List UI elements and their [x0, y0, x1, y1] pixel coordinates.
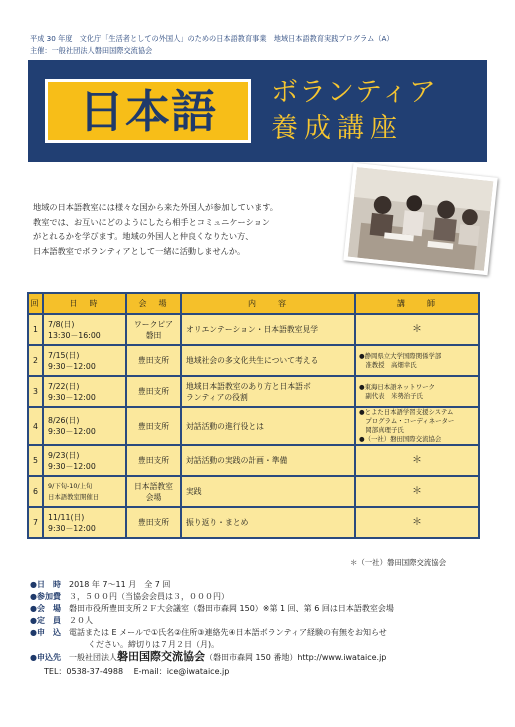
- session-number: 7: [28, 507, 43, 538]
- session-content: オリエンテーション・日本語教室見学: [181, 314, 355, 345]
- table-row: [28, 376, 479, 407]
- subtitle-volunteer: ボランティア: [271, 77, 437, 108]
- session-datetime: [43, 407, 126, 445]
- title-banner: [28, 60, 487, 162]
- session-number: 3: [28, 376, 43, 407]
- session-venue: ワークピア 磐田: [126, 314, 181, 345]
- organizer-address[interactable]: （磐田市森岡 150 番地）http://www.iwataice.jp: [204, 653, 387, 662]
- table-row: [28, 445, 479, 476]
- program-line: 平成 30 年度 文化庁「生活者としての外国人」のための日本語教育事業 地域日本語教育実践プログラム（A）: [30, 34, 394, 43]
- detail-apply-to: ●申込先 一般社団法人磐田国際交流協会（磐田市森岡 150 番地）http://www.iwataice.jp: [30, 650, 387, 663]
- session-content: 対話活動の実践の計画・準備: [181, 445, 355, 476]
- session-lecturer: ＊: [355, 445, 479, 476]
- session-time: 9:30－12:00: [48, 461, 96, 471]
- intro-line: 日本語教室でボランティアとして一緒に活動しませんか。: [33, 245, 246, 256]
- organizer-line: 主催：一般社団法人磐田国際交流協会: [30, 46, 153, 55]
- table-header-row: [28, 293, 479, 314]
- session-time: 日本語教室開催日: [48, 492, 100, 501]
- session-date: 9/23(日): [48, 450, 80, 460]
- intro-text: [33, 200, 343, 258]
- detail-venue: ●会 場 磐田市役所豊田支所２Ｆ大会議室（磐田市森岡 150）※第 1 回、第 6 回は日本語教室会場: [30, 604, 394, 613]
- session-number: 6: [28, 476, 43, 507]
- session-date: 7/8(日): [48, 319, 75, 329]
- session-venue: 豊田支所: [126, 445, 181, 476]
- col-header-venue: 会 場: [126, 293, 181, 314]
- photo-image: [348, 167, 494, 271]
- col-header-lecturer: 講 師: [355, 293, 479, 314]
- detail-deadline: ください。締切りは７月２日（月)。: [88, 640, 220, 649]
- session-content: 振り返り・まとめ: [181, 507, 355, 538]
- session-time: 13:30－16:00: [48, 330, 101, 340]
- session-date: 9/下旬-10/上旬: [48, 481, 93, 490]
- session-venue: 豊田支所: [126, 345, 181, 376]
- contact-info[interactable]: TEL：0538-37-4988 E-mail：ice@iwataice.jp: [44, 667, 230, 676]
- session-datetime: [43, 376, 126, 407]
- session-lecturer: ●静岡県立大学国際関係学部 准教授 高畑幸氏: [355, 345, 479, 376]
- session-lecturer: ●東海日本語ネットワーク 副代表 米勢治子氏: [355, 376, 479, 407]
- session-venue: 豊田支所: [126, 407, 181, 445]
- session-lecturer: ＊: [355, 476, 479, 507]
- session-lecturer: ＊: [355, 507, 479, 538]
- title-box: [45, 79, 251, 143]
- event-details: [30, 579, 500, 678]
- detail-datetime: ●日 時 2018 年 7～11 月 全 7 回: [30, 580, 171, 589]
- session-venue: 豊田支所: [126, 376, 181, 407]
- detail-capacity: ●定 員 ２０人: [30, 616, 93, 625]
- col-header-number: 回: [28, 293, 43, 314]
- table-row: [28, 314, 479, 345]
- session-content: 対話活動の進行役とは: [181, 407, 355, 445]
- session-datetime: [43, 476, 126, 507]
- subtitle-training-course: 養成講座: [271, 113, 403, 144]
- organizer-name: 磐田国際交流協会: [116, 650, 205, 663]
- intro-line: 教室では、お互いにどのようにしたら相手とコミュニケーション: [33, 216, 270, 227]
- session-date: 11/11(日): [48, 512, 85, 522]
- schedule-table: [27, 292, 480, 539]
- session-datetime: [43, 314, 126, 345]
- session-datetime: [43, 345, 126, 376]
- session-time: 9:30－12:00: [48, 392, 96, 402]
- session-date: 8/26(日): [48, 416, 80, 425]
- session-datetime: [43, 507, 126, 538]
- session-date: 7/15(日): [48, 350, 80, 360]
- table-row: [28, 476, 479, 507]
- session-time: 9:30－12:00: [48, 361, 96, 371]
- session-venue: 日本語教室 会場: [126, 476, 181, 507]
- session-number: 4: [28, 407, 43, 445]
- session-time: 9:30－12:00: [48, 427, 96, 436]
- session-datetime: [43, 445, 126, 476]
- detail-fee: ●参加費 ３，５００円（当協会会員は３，０００円）: [30, 592, 229, 601]
- main-title: 日本語: [78, 84, 217, 138]
- detail-application: ●申 込 電話または E メールで①氏名②住所③連絡先④日本語ボランティア経験の有無をお知らせ: [30, 628, 387, 637]
- session-content: 実践: [181, 476, 355, 507]
- col-header-content: 内 容: [181, 293, 355, 314]
- session-number: 5: [28, 445, 43, 476]
- table-row: [28, 507, 479, 538]
- intro-line: 地域の日本語教室には様々な国から来た外国人が参加しています。: [33, 202, 278, 212]
- session-venue: 豊田支所: [126, 507, 181, 538]
- session-time: 9:30－12:00: [48, 523, 96, 533]
- col-header-datetime: 日 時: [43, 293, 126, 314]
- session-content: 地域社会の多文化共生について考える: [181, 345, 355, 376]
- session-lecturer: ＊: [355, 314, 479, 345]
- session-date: 7/22(日): [48, 381, 80, 391]
- session-lecturer: ●とよた日本語学習支援システム プログラム・コーディネーター 岡部真理子氏 ●（一社）磐田国際交流協会: [355, 407, 479, 445]
- footnote: ＊（一社）磐田国際交流協会: [350, 558, 447, 567]
- table-row: [28, 345, 479, 376]
- classroom-photo: [343, 163, 497, 276]
- session-number: 2: [28, 345, 43, 376]
- intro-line: がとれるかを学びます。地域の外国人と仲良くなりたい方、: [33, 231, 254, 242]
- table-row: [28, 407, 479, 445]
- session-number: 1: [28, 314, 43, 345]
- session-content: 地域日本語教室のあり方と日本語ボ ランティアの役割: [181, 376, 355, 407]
